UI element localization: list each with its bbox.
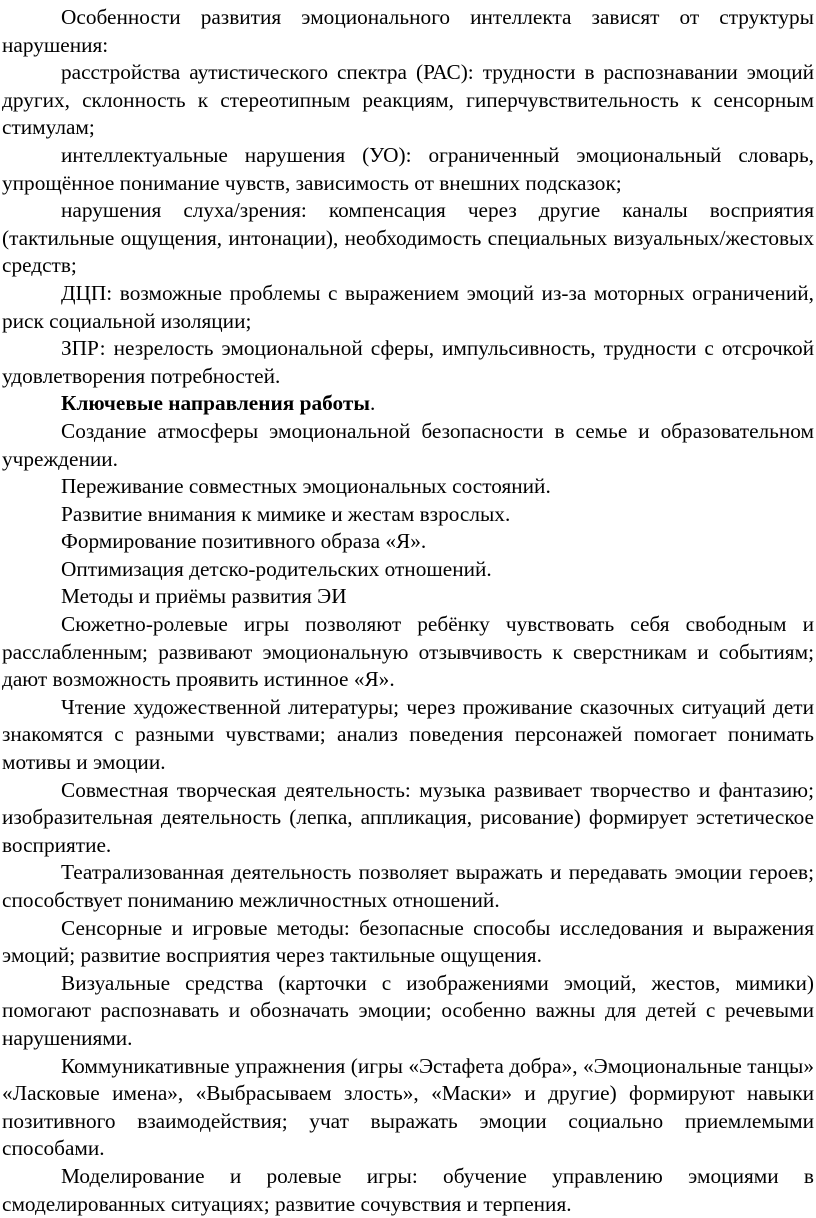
section-heading-bold: Ключевые направления работы	[61, 391, 370, 416]
direction-item: Формирование позитивного образа «Я».	[61, 529, 427, 554]
paragraph-dcp: ДЦП: возможные проблемы с выражением эмоций из-за моторных ограничений, риск социальной изоляции;	[2, 280, 814, 333]
method-theatre: Театрализованная деятельность позволяет выражать и передавать эмоции героев; способствует пониманию межличностных отношений.	[2, 860, 814, 912]
paragraph-intro: Особенности развития эмоционального интеллекта зависят от структуры нарушения:	[2, 5, 814, 57]
direction-item: Создание атмосферы эмоциональной безопасности в семье и образовательном учреждении.	[2, 418, 814, 471]
methods-subheading: Методы и приёмы развития ЭИ	[61, 584, 347, 609]
paragraph-ras: расстройства аутистического спектра (РАС): трудности в распознавании эмоций других, склонность к стереотипным реакциям, гиперчувствительность к сенсорным стимулам;	[2, 60, 814, 140]
paragraph-uo: интеллектуальные нарушения (УО): ограниченный эмоциональный словарь, упрощённое понимание чувств, зависимость от внешних подсказок;	[2, 142, 814, 195]
direction-item: Переживание совместных эмоциональных состояний.	[61, 474, 551, 499]
method-modeling: Моделирование и ролевые игры: обучение управлению эмоциями в смоделированных ситуациях; развитие сочувствия и терпения.	[2, 1163, 814, 1216]
method-sensory: Сенсорные и игровые методы: безопасные способы исследования и выражения эмоций; развитие восприятия через тактильные ощущения.	[2, 915, 814, 968]
direction-item: Развитие внимания к мимике и жестам взрослых.	[61, 501, 511, 526]
method-creative: Совместная творческая деятельность: музыка развивает творчество и фантазию; изобразительная деятельность (лепка, аппликация, рисование) формирует эстетическое восприятие.	[2, 777, 814, 857]
method-reading: Чтение художественной литературы; через проживание сказочных ситуаций дети знакомятся с разными чувствами; анализ поведения персонажей помогает понимать мотивы и эмоции.	[2, 694, 814, 775]
paragraph-hearing-vision: нарушения слуха/зрения: компенсация через другие каналы восприятия (тактильные ощущения, интонации), необходимость специальных визуальных/жестовых средств;	[2, 198, 814, 278]
section-heading	[2, 390, 814, 418]
method-communicative: Коммуникативные упражнения (игры «Эстафета добра», «Эмоциональные танцы» «Ласковые имена», «Выбрасываем злость», «Маски» и другие) формируют навыки позитивного взаимодействия; учат выражать эмоции социально приемлемыми способами.	[2, 1053, 814, 1161]
method-visual: Визуальные средства (карточки с изображениями эмоций, жестов, мимики) помогают распознавать и обозначать эмоции; особенно важны для детей с речевыми нарушениями.	[2, 970, 814, 1050]
paragraph-zpr: ЗПР: незрелость эмоциональной сферы, импульсивность, трудности с отсрочкой удовлетворения потребностей.	[2, 336, 814, 388]
method-role-play: Сюжетно-ролевые игры позволяют ребёнку чувствовать себя свободным и расслабленным; развивают эмоциональную отзывчивость к сверстникам и событиям; дают возможность проявить истинное «Я».	[2, 612, 814, 692]
section-heading-tail: .	[369, 391, 376, 416]
direction-item: Оптимизация детско-родительских отношений.	[61, 556, 492, 581]
